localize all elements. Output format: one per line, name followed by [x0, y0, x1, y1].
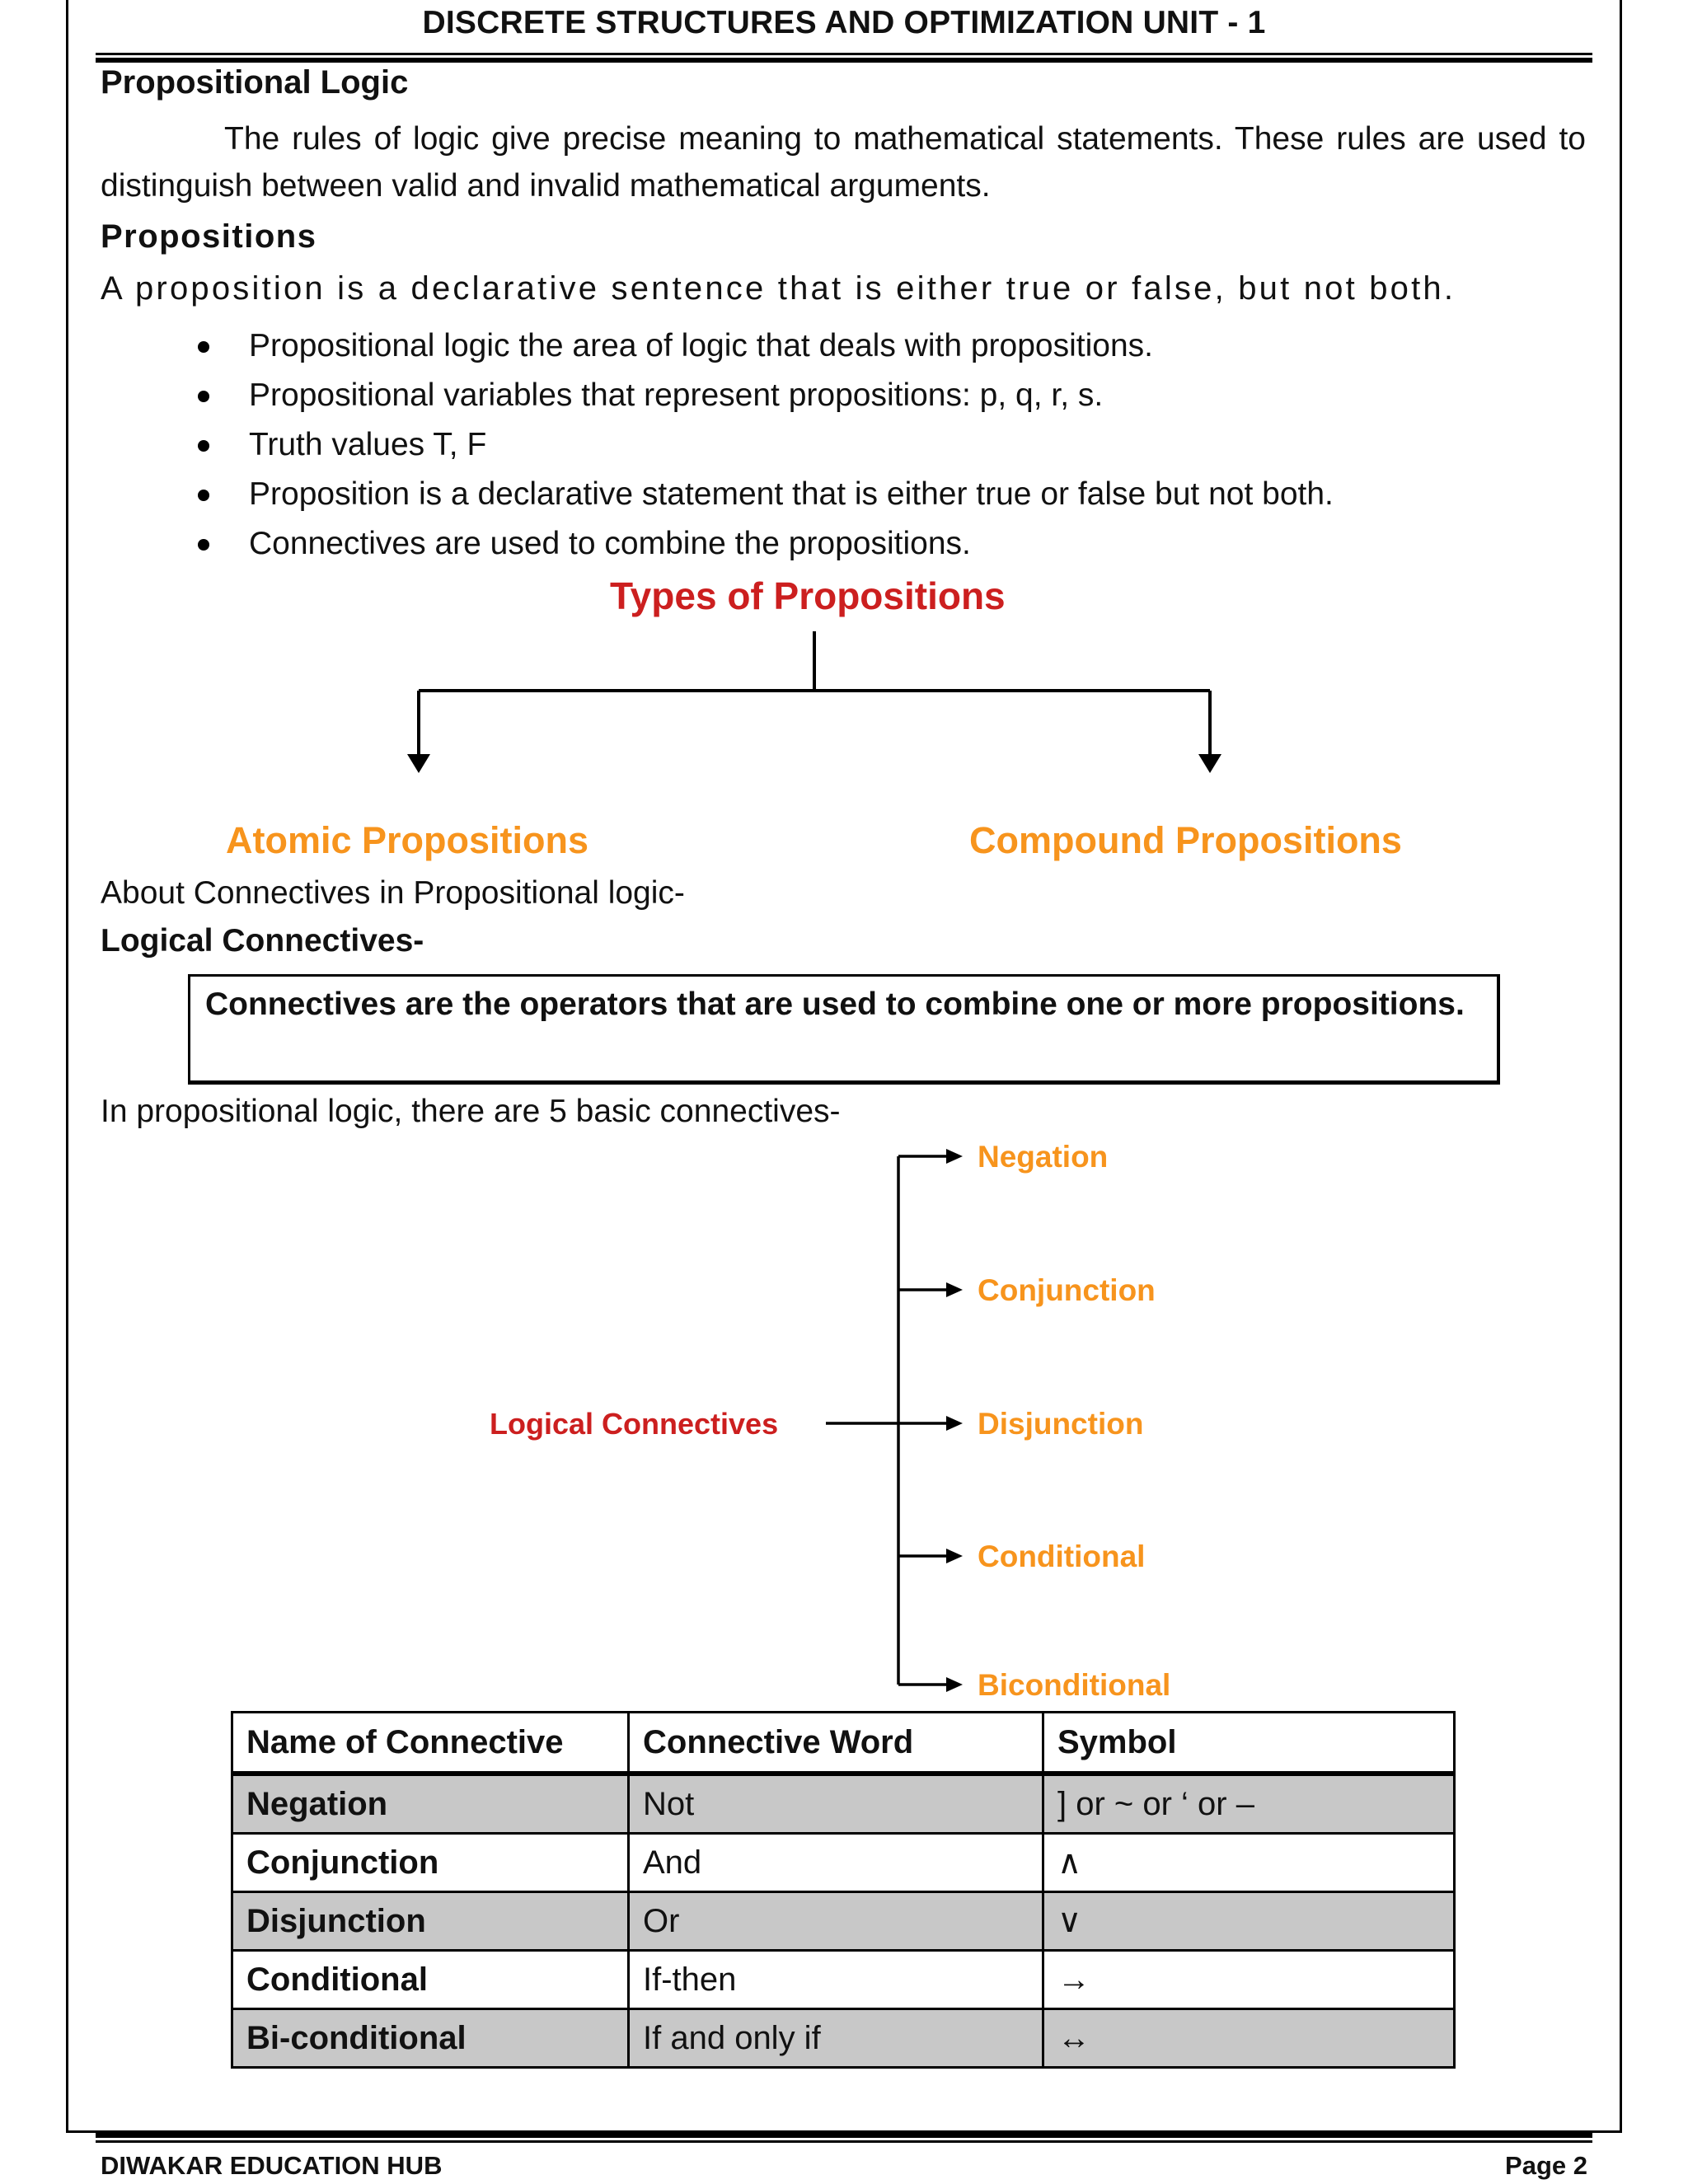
connective-symbol-cell: ] or ~ or ‘ or –: [1043, 1774, 1455, 1834]
footer-publisher: DIWAKAR EDUCATION HUB: [101, 2151, 443, 2180]
compound-propositions-label: Compound Propositions: [969, 819, 1402, 861]
section-heading-propositional-logic: Propositional Logic: [101, 64, 409, 101]
arrow-right-icon: [946, 1416, 963, 1431]
types-diagram-connector: [419, 631, 1210, 754]
list-item: Propositional variables that represent propositions: p, q, r, s.: [195, 371, 1334, 420]
arrow-down-left-icon: [407, 754, 430, 773]
arrow-right-icon: [946, 1282, 963, 1297]
basic-connectives-count-text: In propositional logic, there are 5 basic connectives-: [101, 1094, 841, 1129]
logical-connectives-root: Logical Connectives: [490, 1407, 779, 1441]
table-row: [232, 1892, 1455, 1951]
connective-name-cell: Negation: [232, 1774, 629, 1834]
branch-biconditional: Biconditional: [978, 1668, 1171, 1702]
branch-conjunction: Conjunction: [978, 1273, 1156, 1307]
connective-word-cell: Or: [629, 1892, 1043, 1951]
proposition-definition: A proposition is a declarative sentence that is either true or false, but not both.: [101, 270, 1456, 307]
arrow-right-icon: [946, 1677, 963, 1692]
footer-rule-thick: [96, 2133, 1592, 2138]
table-header-cell: Connective Word: [629, 1713, 1043, 1774]
connective-word-cell: If-then: [629, 1951, 1043, 2009]
connective-symbol-cell: ∨: [1043, 1892, 1455, 1951]
footer-page-number: Page 2: [1505, 2151, 1587, 2180]
arrow-right-icon: [946, 1149, 963, 1164]
about-connectives-text: About Connectives in Propositional logic-: [101, 875, 685, 911]
logical-connectives-heading: Logical Connectives-: [101, 923, 424, 958]
table-row: [232, 1774, 1455, 1834]
intro-text: The rules of logic give precise meaning to mathematical statements. These rules are used to distinguish between valid and invalid mathematical arguments.: [101, 121, 1586, 204]
arrow-right-icon: [946, 1549, 963, 1563]
list-item: Proposition is a declarative statement that is either true or false but not both.: [195, 470, 1334, 519]
section-heading-propositions: Propositions: [101, 218, 317, 255]
connective-word-cell: If and only if: [629, 2009, 1043, 2068]
connective-name-cell: Bi-conditional: [232, 2009, 629, 2068]
table-row: [232, 2009, 1455, 2068]
branch-negation: Negation: [978, 1140, 1109, 1174]
list-item: Propositional logic the area of logic that deals with propositions.: [195, 321, 1334, 371]
list-item: Connectives are used to combine the propositions.: [195, 519, 1334, 569]
types-of-propositions-title: Types of Propositions: [610, 574, 1006, 617]
connective-name-cell: Conjunction: [232, 1834, 629, 1892]
connective-name-cell: Conditional: [232, 1951, 629, 2009]
connective-name-cell: Disjunction: [232, 1892, 629, 1951]
connectives-definition-box: Connectives are the operators that are used to combine one or more propositions.: [188, 974, 1500, 1085]
connective-symbol-cell: →: [1043, 1951, 1455, 2009]
table-row: [232, 1951, 1455, 2009]
arrow-down-right-icon: [1198, 754, 1221, 773]
connective-word-cell: Not: [629, 1774, 1043, 1834]
table-header-cell: Name of Connective: [232, 1713, 629, 1774]
connective-word-cell: And: [629, 1834, 1043, 1892]
page-header-title: DISCRETE STRUCTURES AND OPTIMIZATION UNIT - 1: [422, 5, 1266, 40]
branch-conditional: Conditional: [978, 1540, 1146, 1573]
table-header-row: [232, 1713, 1455, 1774]
connective-symbol-cell: ∧: [1043, 1834, 1455, 1892]
branch-disjunction: Disjunction: [978, 1407, 1144, 1441]
table-row: [232, 1834, 1455, 1892]
footer-rule-thin: [96, 2140, 1592, 2143]
atomic-propositions-label: Atomic Propositions: [226, 819, 589, 861]
table-header-cell: Symbol: [1043, 1713, 1455, 1774]
connectives-table: [231, 1711, 1456, 2069]
list-item: Truth values T, F: [195, 420, 1334, 470]
connectives-diagram-connector: [826, 1156, 948, 1685]
connective-symbol-cell: ↔: [1043, 2009, 1455, 2068]
